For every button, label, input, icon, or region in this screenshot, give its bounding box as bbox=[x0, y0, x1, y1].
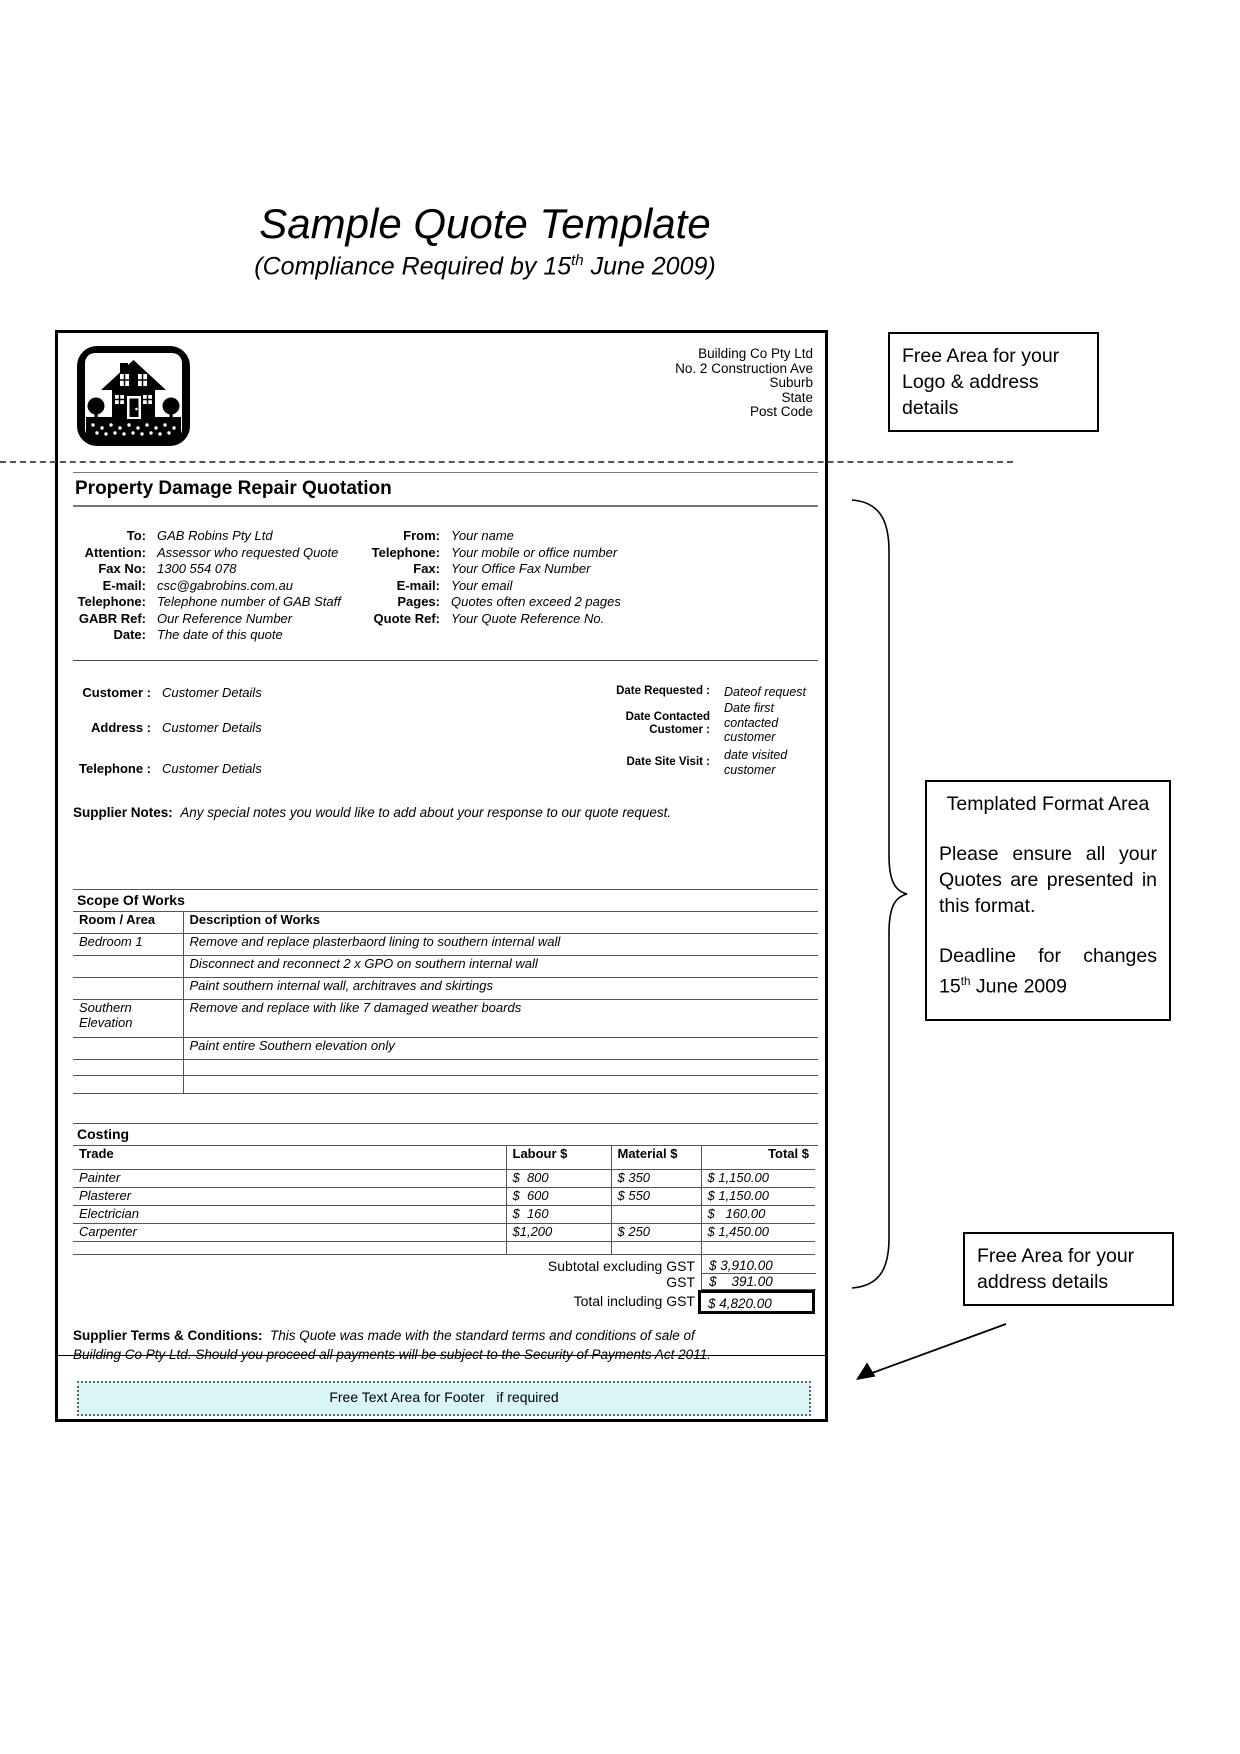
field-value: Quotes often exceed 2 pages bbox=[451, 594, 621, 609]
gst-value: $ 391.00 bbox=[701, 1274, 816, 1290]
date-row bbox=[578, 748, 824, 777]
costing-header-material: Material $ bbox=[611, 1146, 701, 1169]
costing-total bbox=[701, 1241, 815, 1254]
field-value: csc@gabrobins.com.au bbox=[157, 577, 294, 593]
costing-material: $ 550 bbox=[611, 1187, 701, 1205]
field-value: Your mobile or office number bbox=[451, 544, 618, 560]
costing-empty-row bbox=[73, 1241, 815, 1254]
costing-section-title: Costing bbox=[73, 1123, 818, 1146]
field-row bbox=[338, 594, 668, 611]
templated-format-callout bbox=[925, 780, 1171, 1021]
page-title: Sample Quote Template bbox=[259, 200, 711, 247]
total-row bbox=[73, 1290, 818, 1314]
costing-material: $ 250 bbox=[611, 1223, 701, 1241]
scope-desc: Remove and replace plasterbaord lining to southern internal wall bbox=[183, 933, 818, 955]
costing-row bbox=[73, 1169, 815, 1187]
field-label: Telephone: bbox=[77, 594, 146, 609]
quote-heading: Property Damage Repair Quotation bbox=[75, 478, 392, 499]
subtitle-text-end: June 2009) bbox=[583, 252, 716, 281]
scope-room: Southern Elevation bbox=[73, 999, 183, 1037]
heading-rule-bottom bbox=[73, 505, 818, 507]
company-address-line: State bbox=[781, 389, 813, 405]
costing-labour: $ 800 bbox=[506, 1169, 611, 1187]
costing-row bbox=[73, 1187, 815, 1205]
company-address-line: No. 2 Construction Ave bbox=[675, 360, 813, 376]
costing-labour bbox=[506, 1241, 611, 1254]
subtitle-superscript: th bbox=[571, 252, 584, 269]
scope-row bbox=[73, 955, 818, 977]
subtotal-value: $ 3,910.00 bbox=[701, 1255, 816, 1274]
costing-header-total: Total $ bbox=[701, 1146, 815, 1169]
field-label: Date Contacted Customer : bbox=[625, 711, 710, 736]
scope-room bbox=[73, 1037, 183, 1059]
field-value: GAB Robins Pty Ltd bbox=[157, 528, 273, 543]
costing-labour: $ 600 bbox=[506, 1187, 611, 1205]
field-label: Date: bbox=[113, 627, 146, 642]
gst-label: GST bbox=[666, 1273, 695, 1290]
field-value: Your name bbox=[451, 528, 514, 543]
page-subtitle bbox=[150, 252, 820, 281]
costing-header-trade: Trade bbox=[73, 1146, 506, 1169]
from-fields bbox=[338, 528, 668, 627]
customer-row bbox=[73, 761, 262, 776]
field-row bbox=[338, 561, 668, 578]
field-label: Date Requested : bbox=[616, 685, 710, 697]
costing-material bbox=[611, 1241, 701, 1254]
templated-format-body: Please ensure all your Quotes are presented in this format. bbox=[939, 843, 1157, 917]
scope-room bbox=[73, 955, 183, 977]
costing-table bbox=[73, 1146, 815, 1255]
costing-material bbox=[611, 1205, 701, 1223]
address-area-callout: Free Area for your address details bbox=[963, 1232, 1174, 1306]
scope-row bbox=[73, 933, 818, 955]
company-house-logo-icon bbox=[76, 345, 191, 447]
supplier-terms bbox=[73, 1326, 813, 1364]
templated-format-deadline bbox=[939, 943, 1157, 1000]
field-value: Your Office Fax Number bbox=[451, 561, 591, 576]
field-value: Dateof request bbox=[724, 685, 806, 699]
costing-row bbox=[73, 1223, 815, 1241]
scope-room: Bedroom 1 bbox=[73, 933, 183, 955]
scope-desc bbox=[183, 1059, 818, 1075]
scope-desc: Paint entire Southern elevation only bbox=[183, 1037, 818, 1059]
scope-desc bbox=[183, 1075, 818, 1093]
date-row bbox=[578, 701, 824, 745]
costing-trade: Plasterer bbox=[73, 1187, 506, 1205]
costing-total: $ 160.00 bbox=[701, 1205, 815, 1223]
field-row bbox=[73, 627, 403, 644]
scope-room bbox=[73, 977, 183, 999]
costing-trade: Carpenter bbox=[73, 1223, 506, 1241]
field-value: Your email bbox=[451, 577, 513, 593]
scope-table bbox=[73, 912, 818, 1094]
field-label: Attention: bbox=[84, 544, 146, 560]
scope-desc: Disconnect and reconnect 2 x GPO on southern internal wall bbox=[183, 955, 818, 977]
costing-total: $ 1,450.00 bbox=[701, 1223, 815, 1241]
page-title-block bbox=[150, 200, 820, 281]
deadline-text-end: June 2009 bbox=[970, 975, 1067, 998]
costing-trade: Electrician bbox=[73, 1205, 506, 1223]
subtotal-row bbox=[73, 1255, 818, 1274]
field-label: GABR Ref: bbox=[78, 610, 146, 626]
field-label: E-mail: bbox=[396, 577, 440, 593]
field-label: Telephone : bbox=[79, 761, 151, 776]
terms-line2: Building Co Pty Ltd. Should you proceed all payments will be subject to the Security of Payments Act 2011. bbox=[73, 1347, 711, 1362]
scope-col1-header: Room / Area bbox=[73, 912, 183, 933]
field-label: Fax: bbox=[413, 561, 440, 576]
field-label: Fax No: bbox=[98, 561, 146, 576]
terms-label: Supplier Terms & Conditions: bbox=[73, 1328, 263, 1343]
company-address-line: Post Code bbox=[749, 404, 813, 419]
supplier-notes-label: Supplier Notes: bbox=[73, 805, 173, 820]
spacer bbox=[939, 817, 1157, 841]
scope-section-title: Scope Of Works bbox=[73, 889, 818, 912]
scope-row bbox=[73, 1075, 818, 1093]
field-value: Customer Detials bbox=[162, 761, 262, 776]
scope-room bbox=[73, 1059, 183, 1075]
costing-header-row bbox=[73, 1146, 815, 1169]
date-row bbox=[578, 685, 824, 700]
footer-free-text-area: Free Text Area for Footer if required bbox=[77, 1381, 811, 1416]
scope-row bbox=[73, 1037, 818, 1059]
company-name: Building Co Pty Ltd bbox=[698, 346, 813, 361]
customer-row bbox=[73, 720, 262, 735]
heading-rule-top bbox=[73, 472, 818, 473]
dashed-separator-line bbox=[0, 461, 1013, 463]
total-value: $ 4,820.00 bbox=[698, 1290, 815, 1314]
scope-room bbox=[73, 1075, 183, 1093]
terms-strikethrough-line bbox=[58, 1355, 825, 1356]
field-label: Date Site Visit : bbox=[626, 756, 710, 768]
costing-labour: $ 160 bbox=[506, 1205, 611, 1223]
subtitle-text: (Compliance Required by 15 bbox=[254, 252, 572, 281]
field-row bbox=[338, 528, 668, 545]
total-label: Total including GST bbox=[573, 1292, 695, 1309]
section-divider bbox=[73, 660, 818, 661]
costing-total: $ 1,150.00 bbox=[701, 1187, 815, 1205]
quote-document bbox=[55, 330, 828, 1422]
deadline-superscript: th bbox=[960, 975, 971, 988]
field-label: Pages: bbox=[397, 594, 440, 609]
scope-desc: Paint southern internal wall, architraves and skirtings bbox=[183, 977, 818, 999]
gst-row bbox=[73, 1274, 818, 1290]
costing-total: $ 1,150.00 bbox=[701, 1169, 815, 1187]
arrow-annotation bbox=[848, 1316, 1013, 1388]
company-address-line: Suburb bbox=[769, 375, 813, 390]
deadline-text: Deadline for changes 15 bbox=[939, 945, 1157, 998]
field-row bbox=[338, 578, 668, 595]
scope-col2-header: Description of Works bbox=[183, 912, 818, 933]
scope-row bbox=[73, 977, 818, 999]
field-value: 1300 554 078 bbox=[157, 561, 237, 576]
field-value: Date first contacted customer bbox=[724, 701, 779, 744]
field-label: E-mail: bbox=[102, 577, 146, 593]
field-value: Assessor who requested Quote bbox=[157, 544, 339, 560]
field-label: To: bbox=[126, 528, 146, 543]
field-value: Your Quote Reference No. bbox=[451, 610, 605, 626]
field-label: Customer : bbox=[82, 685, 151, 700]
spacer bbox=[939, 919, 1157, 943]
supplier-notes-value: Any special notes you would like to add about your response to our quote request. bbox=[180, 805, 672, 820]
terms-line1: This Quote was made with the standard terms and conditions of sale of bbox=[270, 1328, 695, 1343]
field-label: Quote Ref: bbox=[373, 610, 440, 626]
field-value: date visited customer bbox=[724, 748, 788, 777]
field-label: Address : bbox=[91, 720, 151, 735]
logo-area-callout: Free Area for your Logo & address details bbox=[888, 332, 1099, 432]
field-row bbox=[338, 545, 668, 562]
field-row bbox=[338, 611, 668, 628]
costing-labour: $1,200 bbox=[506, 1223, 611, 1241]
field-label: Telephone: bbox=[371, 544, 440, 560]
scope-of-works-section bbox=[73, 889, 818, 1094]
scope-header-row bbox=[73, 912, 818, 933]
costing-row bbox=[73, 1205, 815, 1223]
subtotal-label: Subtotal excluding GST bbox=[547, 1257, 695, 1274]
costing-trade: Painter bbox=[73, 1169, 506, 1187]
field-value: Telephone number of GAB Staff bbox=[157, 594, 341, 609]
supplier-notes bbox=[73, 805, 813, 820]
field-label: From: bbox=[403, 528, 440, 543]
costing-material: $ 350 bbox=[611, 1169, 701, 1187]
scope-row bbox=[73, 1059, 818, 1075]
templated-format-title: Templated Format Area bbox=[946, 793, 1150, 815]
scope-desc: Remove and replace with like 7 damaged weather boards bbox=[183, 999, 818, 1037]
costing-trade bbox=[73, 1241, 506, 1254]
costing-section bbox=[73, 1123, 818, 1314]
field-value: Our Reference Number bbox=[157, 610, 293, 626]
field-value: Customer Details bbox=[162, 685, 262, 700]
field-value: Customer Details bbox=[162, 720, 262, 735]
customer-row bbox=[73, 685, 262, 700]
brace-annotation bbox=[845, 493, 915, 1295]
field-value: The date of this quote bbox=[157, 627, 283, 642]
scope-row bbox=[73, 999, 818, 1037]
costing-header-labour: Labour $ bbox=[506, 1146, 611, 1169]
company-address-block bbox=[675, 347, 813, 420]
